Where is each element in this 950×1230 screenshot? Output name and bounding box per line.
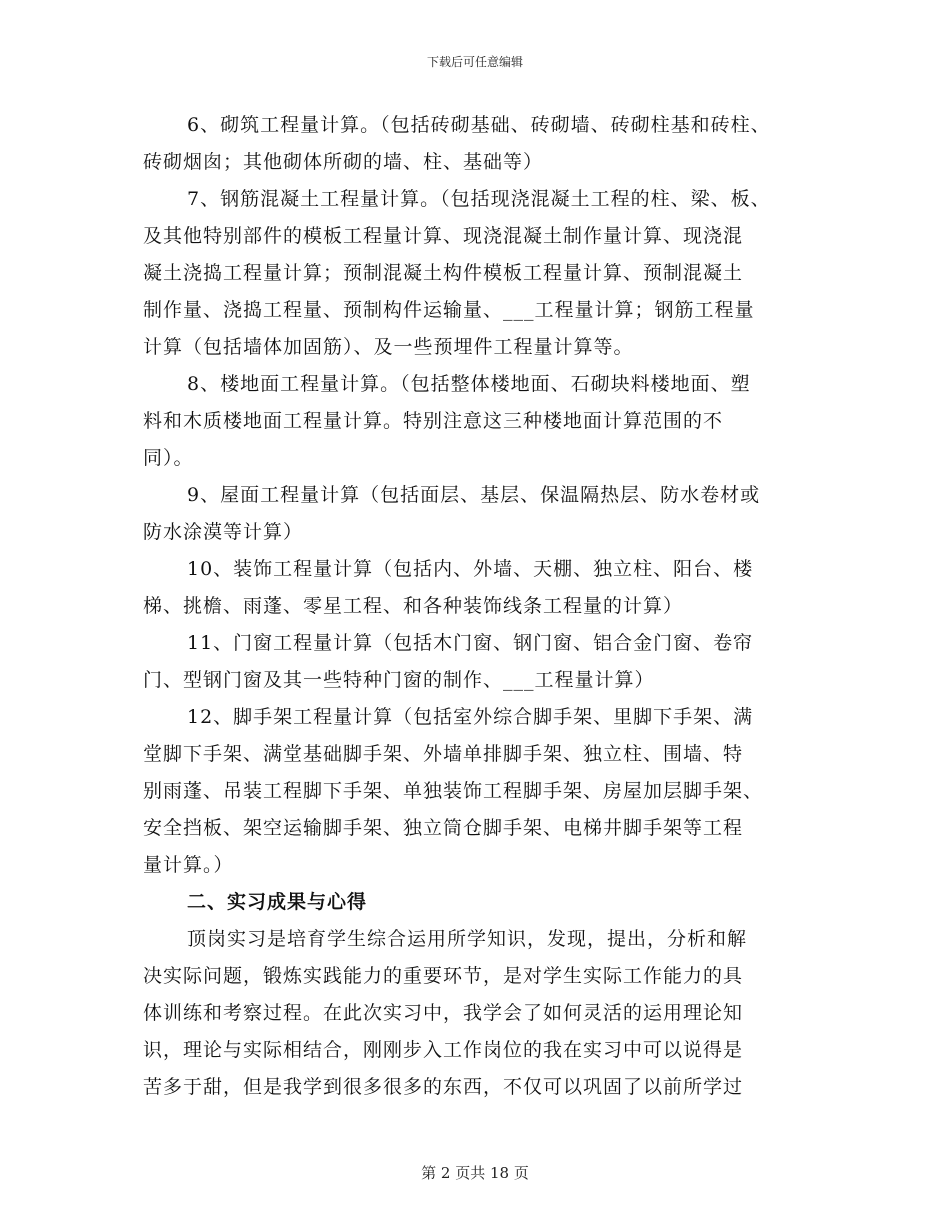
text-line: 体训练和考察过程。在此次实习中，我学会了如何灵活的运用理论知 [143, 1002, 744, 1024]
text-line: 安全挡板、架空运输脚手架、独立筒仓脚手架、电梯井脚手架等工程 [143, 817, 744, 839]
text-line: 12、脚手架工程量计算（包括室外综合脚手架、里脚下手架、满 [187, 706, 754, 728]
text-line: 同）。 [143, 447, 194, 469]
page-footer: 第 2 页共 18 页 [421, 1164, 529, 1182]
text-line: 料和木质楼地面工程量计算。特别注意这三种楼地面计算范围的不 [143, 410, 724, 432]
text-line: 7、钢筋混凝土工程量计算。（包括现浇混凝土工程的柱、梁、板、 [187, 188, 771, 210]
text-line: 苦多于甜，但是我学到很多很多的东西，不仅可以巩固了以前所学过 [143, 1076, 744, 1098]
text-line: 凝土浇捣工程量计算；预制混凝土构件模板工程量计算、预制混凝土 [143, 262, 744, 284]
text-line: 识，理论与实际相结合，刚刚步入工作岗位的我在实习中可以说得是 [143, 1039, 744, 1061]
text-line: 10、装饰工程量计算（包括内、外墙、天棚、独立柱、阳台、楼 [187, 558, 754, 580]
text-line: 堂脚下手架、满堂基础脚手架、外墙单排脚手架、独立柱、围墙、特 [143, 743, 744, 765]
text-line: 决实际问题，锻炼实践能力的重要环节，是对学生实际工作能力的具 [143, 965, 744, 987]
text-line: 11、门窗工程量计算（包括木门窗、钢门窗、铝合金门窗、卷帘 [187, 632, 754, 654]
text-line: 砖砌烟囱；其他砌体所砌的墙、柱、基础等） [143, 151, 544, 173]
text-line: 6、砌筑工程量计算。（包括砖砌基础、砖砌墙、砖砌柱基和砖柱、 [187, 114, 771, 136]
text-line: 制作量、浇捣工程量、预制构件运输量、___工程量计算；钢筋工程量 [143, 299, 755, 321]
text-line: 计算（包括墙体加固筋）、及一些预埋件工程量计算等。 [143, 336, 634, 358]
text-line: 别雨蓬、吊装工程脚下手架、单独装饰工程脚手架、房屋加层脚手架、 [143, 780, 764, 802]
text-line: 门、型钢门窗及其一些特种门窗的制作、___工程量计算） [143, 669, 655, 691]
text-line: 8、楼地面工程量计算。（包括整体楼地面、石砌块料楼地面、塑 [187, 373, 751, 395]
text-line: 防水涂漠等计算） [143, 521, 304, 543]
text-line: 及其他特别部件的模板工程量计算、现浇混凝土制作量计算、现浇混 [143, 225, 744, 247]
document-body [143, 107, 823, 1106]
text-line: 梯、挑檐、雨蓬、零星工程、和各种装饰线条工程量的计算） [143, 595, 684, 617]
text-line: 9、屋面工程量计算（包括面层、基层、保温隔热层、防水卷材或 [187, 484, 761, 506]
section-heading: 二、实习成果与心得 [187, 891, 368, 913]
page-header: 下载后可任意编辑 [426, 55, 523, 69]
text-line: 顶岗实习是培育学生综合运用所学知识，发现，提出，分析和解 [187, 928, 748, 950]
text-line: 量计算。） [143, 854, 234, 876]
